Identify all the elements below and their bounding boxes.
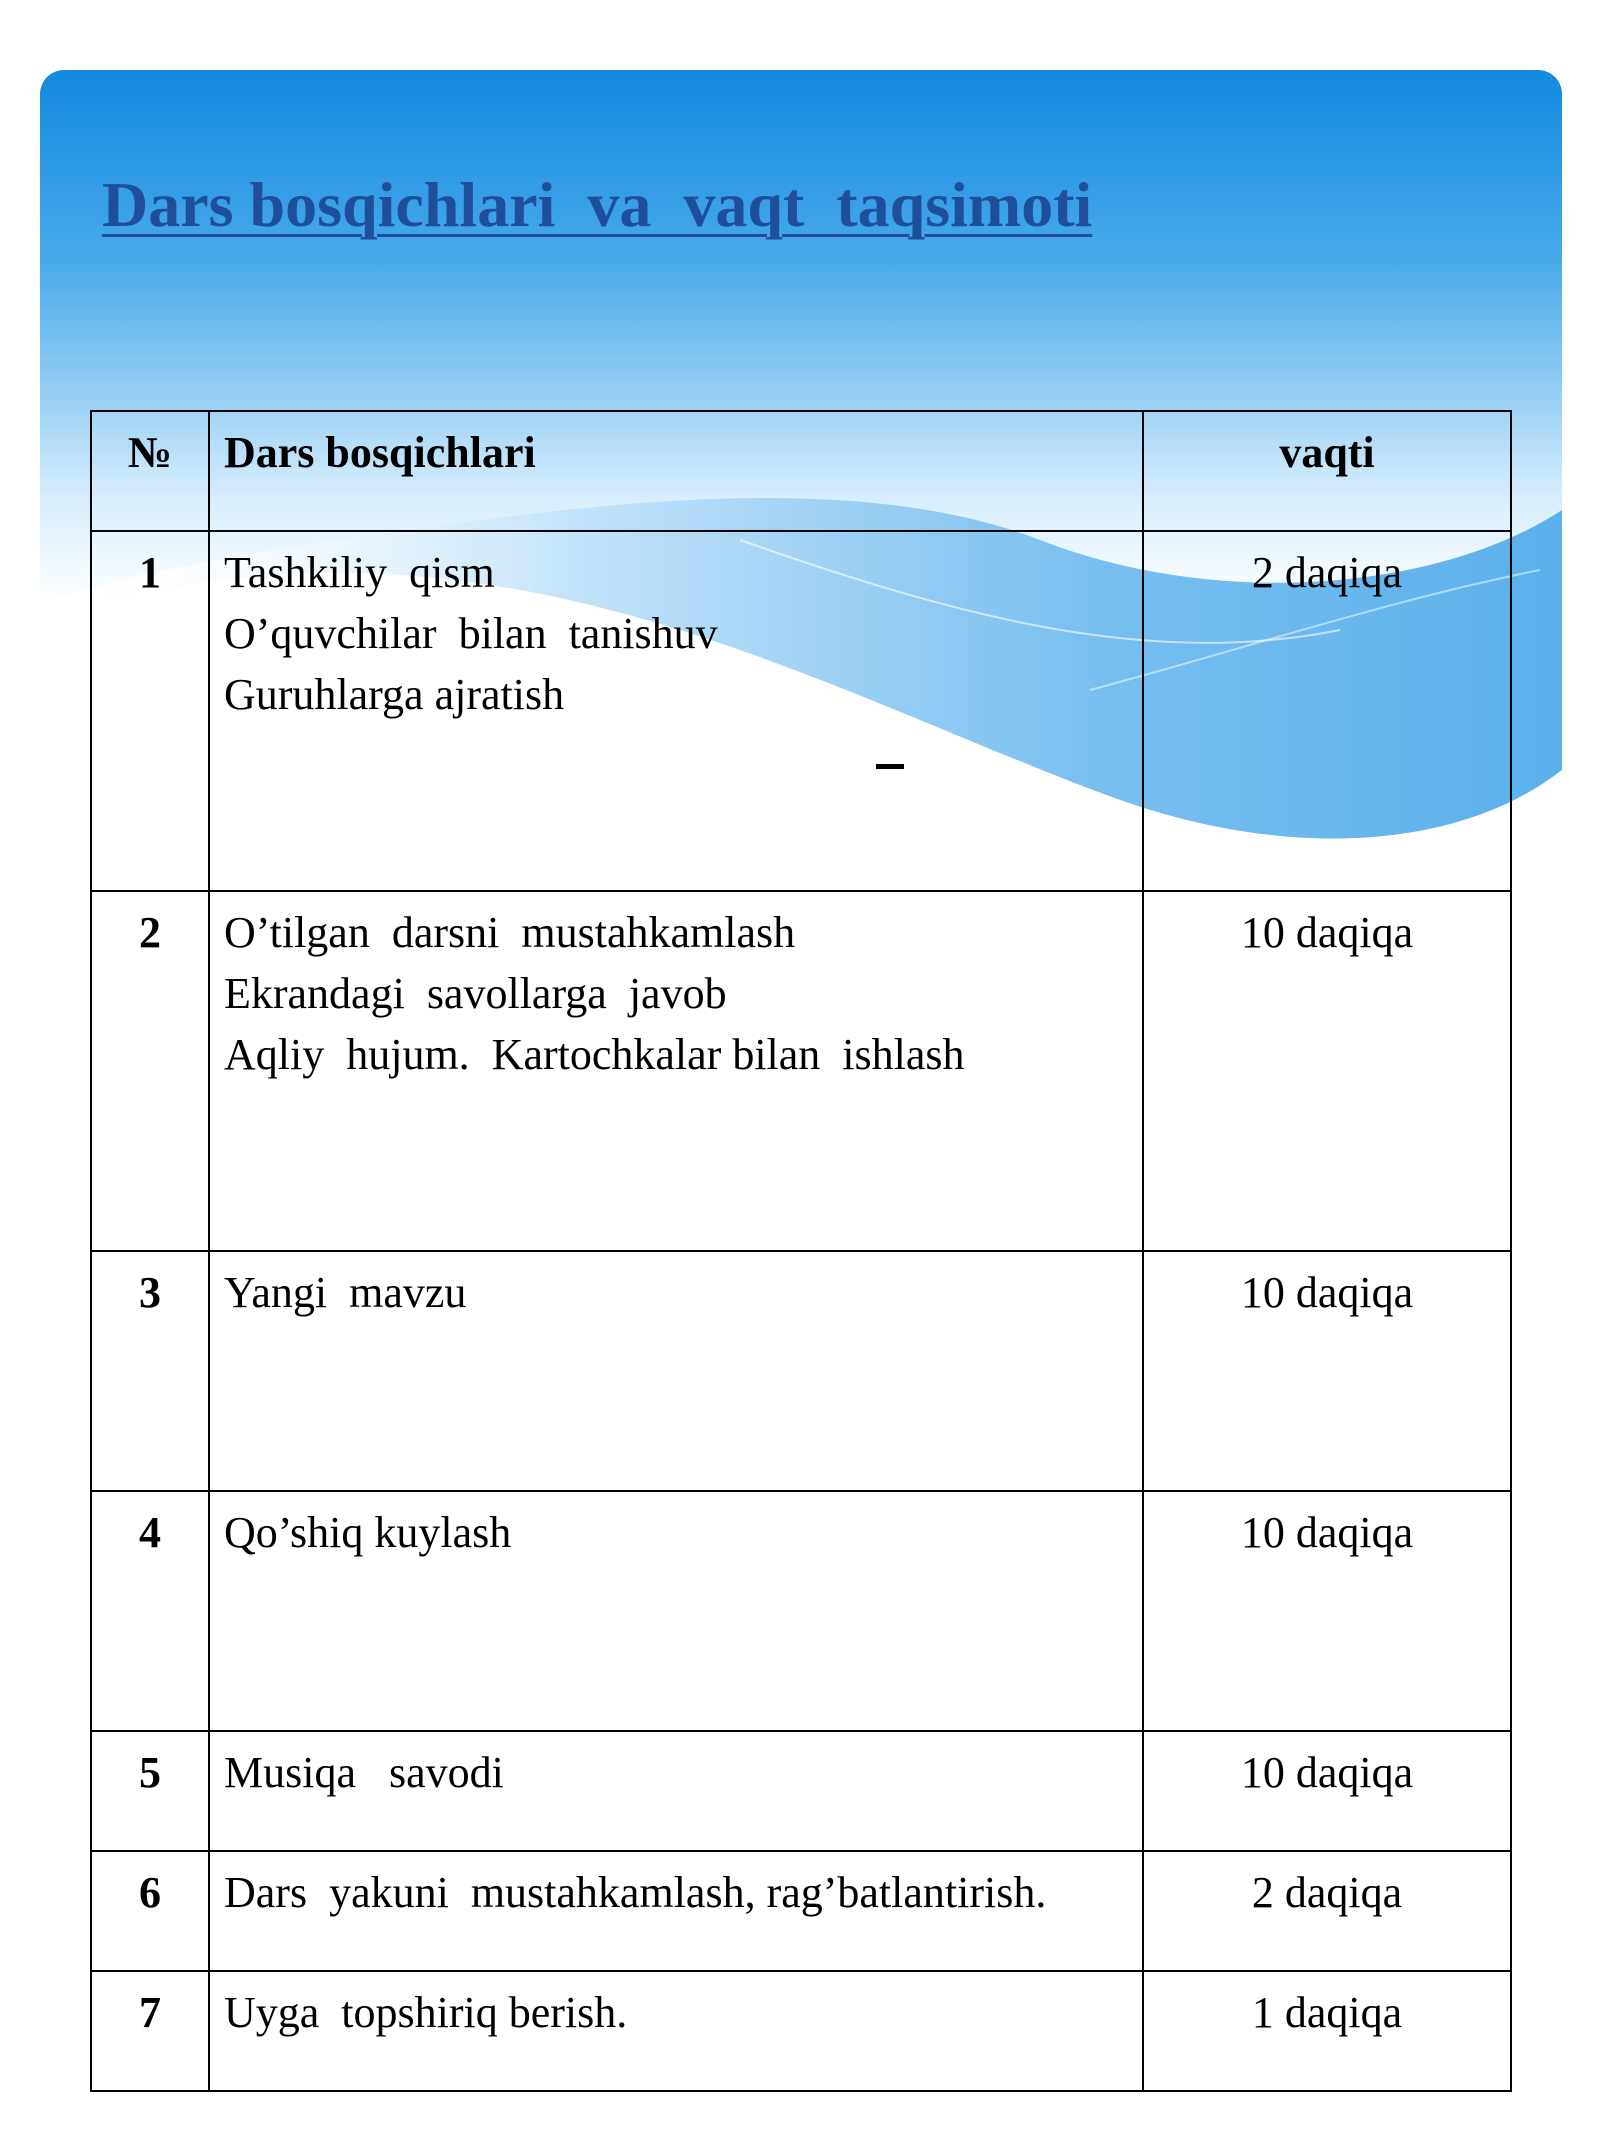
step-line: Tashkiliy qism [224, 548, 495, 597]
row-number: 3 [91, 1251, 209, 1491]
table-row [91, 1971, 1511, 2091]
step-line: Musiqa savodi [224, 1748, 504, 1797]
row-time: 10 daqiqa [1143, 1251, 1511, 1491]
row-step [209, 1731, 1143, 1851]
row-time: 2 daqiqa [1143, 531, 1511, 891]
table-row [91, 1491, 1511, 1731]
step-line: Qo’shiq kuylash [224, 1508, 512, 1557]
row-number: 1 [91, 531, 209, 891]
row-step [209, 1971, 1143, 2091]
table-row [91, 1851, 1511, 1971]
page-title: Dars bosqichlari va vaqt taqsimoti [102, 169, 1093, 240]
row-time: 2 daqiqa [1143, 1851, 1511, 1971]
step-line: Aqliy hujum. Kartochkalar bilan ishlash [224, 1030, 965, 1079]
row-step [209, 531, 1143, 891]
row-step [209, 891, 1143, 1251]
step-line: Guruhlarga ajratish [224, 670, 565, 719]
row-number: 2 [91, 891, 209, 1251]
row-time: 10 daqiqa [1143, 1491, 1511, 1731]
row-number: 6 [91, 1851, 209, 1971]
step-line: O’tilgan darsni mustahkamlash [224, 908, 796, 957]
schedule-table [90, 410, 1512, 2092]
step-line: O’quvchilar bilan tanishuv [224, 609, 718, 658]
table-row [91, 531, 1511, 891]
row-number: 5 [91, 1731, 209, 1851]
table-header-row [91, 411, 1511, 531]
row-step [209, 1851, 1143, 1971]
header-time: vaqti [1143, 411, 1511, 531]
dash-mark [876, 764, 904, 769]
table-row [91, 891, 1511, 1251]
row-time: 10 daqiqa [1143, 891, 1511, 1251]
row-time: 1 daqiqa [1143, 1971, 1511, 2091]
row-number: 7 [91, 1971, 209, 2091]
table-row [91, 1731, 1511, 1851]
header-number: № [91, 411, 209, 531]
row-step [209, 1491, 1143, 1731]
step-line: Dars yakuni mustahkamlash, rag’batlantirish. [224, 1868, 1047, 1917]
table-row [91, 1251, 1511, 1491]
row-time: 10 daqiqa [1143, 1731, 1511, 1851]
step-line: Yangi mavzu [224, 1268, 467, 1317]
step-line: Uyga topshiriq berish. [224, 1988, 628, 2037]
header-step: Dars bosqichlari [209, 411, 1143, 531]
row-number: 4 [91, 1491, 209, 1731]
row-step [209, 1251, 1143, 1491]
step-line: Ekrandagi savollarga javob [224, 969, 727, 1018]
